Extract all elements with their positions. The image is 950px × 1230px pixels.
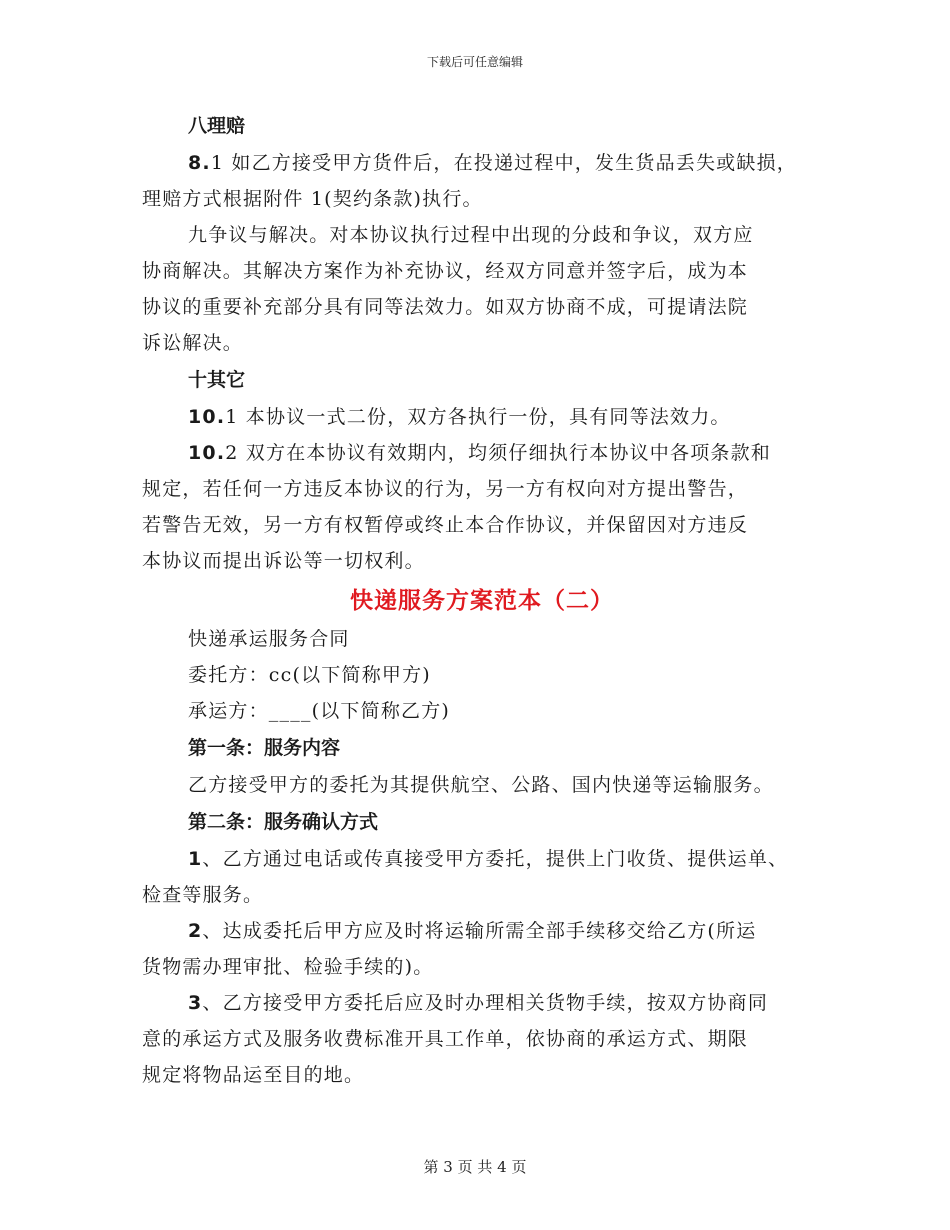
item-text: 、达成委托后甲方应及时将运输所需全部手续移交给乙方(所运 货物需办理审批、检验手续的)。 [142, 920, 757, 978]
section9-paragraph: 九争议与解决。对本协议执行过程中出现的分歧和争议，双方应 协商解决。其解决方案作为补充协议，经双方同意并签字后，成为本 协议的重要补充部分具有同等法效力。如双方协商不成，可提请法院 诉讼解决。 [142, 224, 754, 354]
clause-text: 2 双方在本协议有效期内，均须仔细执行本协议中各项条款和 规定，若任何一方违反本协议的行为，另一方有权向对方提出警告， 若警告无效，另一方有权暂停或终止本合作协议，并保留因对方违反 本协议而提出诉讼等一切权利。 [142, 442, 771, 572]
item-number: 2 [188, 920, 203, 942]
item-text: 、乙方通过电话或传真接受甲方委托，提供上门收货、提供运单、 检查等服务。 [142, 848, 789, 906]
party-b: 承运方：____(以下简称乙方) [188, 700, 451, 722]
section-heading-8: 八理赔 [188, 115, 246, 137]
item-text: 、乙方接受甲方委托后应及时办理相关货物手续，按双方协商同 意的承运方式及服务收费标准开具工作单，依协商的承运方式、期限 规定将物品运至目的地。 [142, 992, 769, 1086]
page-footer: 第 3 页 共 4 页 [423, 1158, 527, 1176]
article-2-heading: 第二条：服务确认方式 [188, 811, 379, 833]
clause-number: 10. [188, 442, 226, 464]
item-number: 1 [188, 848, 203, 870]
clause-number: 10. [188, 406, 226, 428]
article-2-item-1 [142, 841, 822, 913]
clause-text: 1 本协议一式二份，双方各执行一份，具有同等法效力。 [225, 406, 731, 428]
section10-paragraph-2 [142, 435, 822, 579]
clause-number: 8. [188, 152, 211, 174]
section10-paragraph-1 [142, 399, 822, 435]
party-a: 委托方：cc(以下简称甲方) [188, 664, 431, 686]
document-body [142, 107, 822, 1093]
article-1-text: 乙方接受甲方的委托为其提供航空、公路、国内快递等运输服务。 [188, 774, 774, 796]
section8-paragraph-1 [142, 145, 822, 217]
section-heading-10: 十其它 [188, 369, 246, 391]
item-number: 3 [188, 992, 203, 1014]
document-title: 快递服务方案范本（二） [350, 588, 614, 614]
article-2-item-2 [142, 913, 822, 985]
article-2-item-3 [142, 985, 822, 1093]
contract-name: 快递承运服务合同 [188, 628, 350, 650]
article-1-heading: 第一条：服务内容 [188, 737, 341, 759]
page-header: 下载后可任意编辑 [426, 55, 523, 69]
clause-text: 1 如乙方接受甲方货件后，在投递过程中，发生货品丢失或缺损， 理赔方式根据附件 1(契约条款)执行。 [142, 152, 797, 210]
